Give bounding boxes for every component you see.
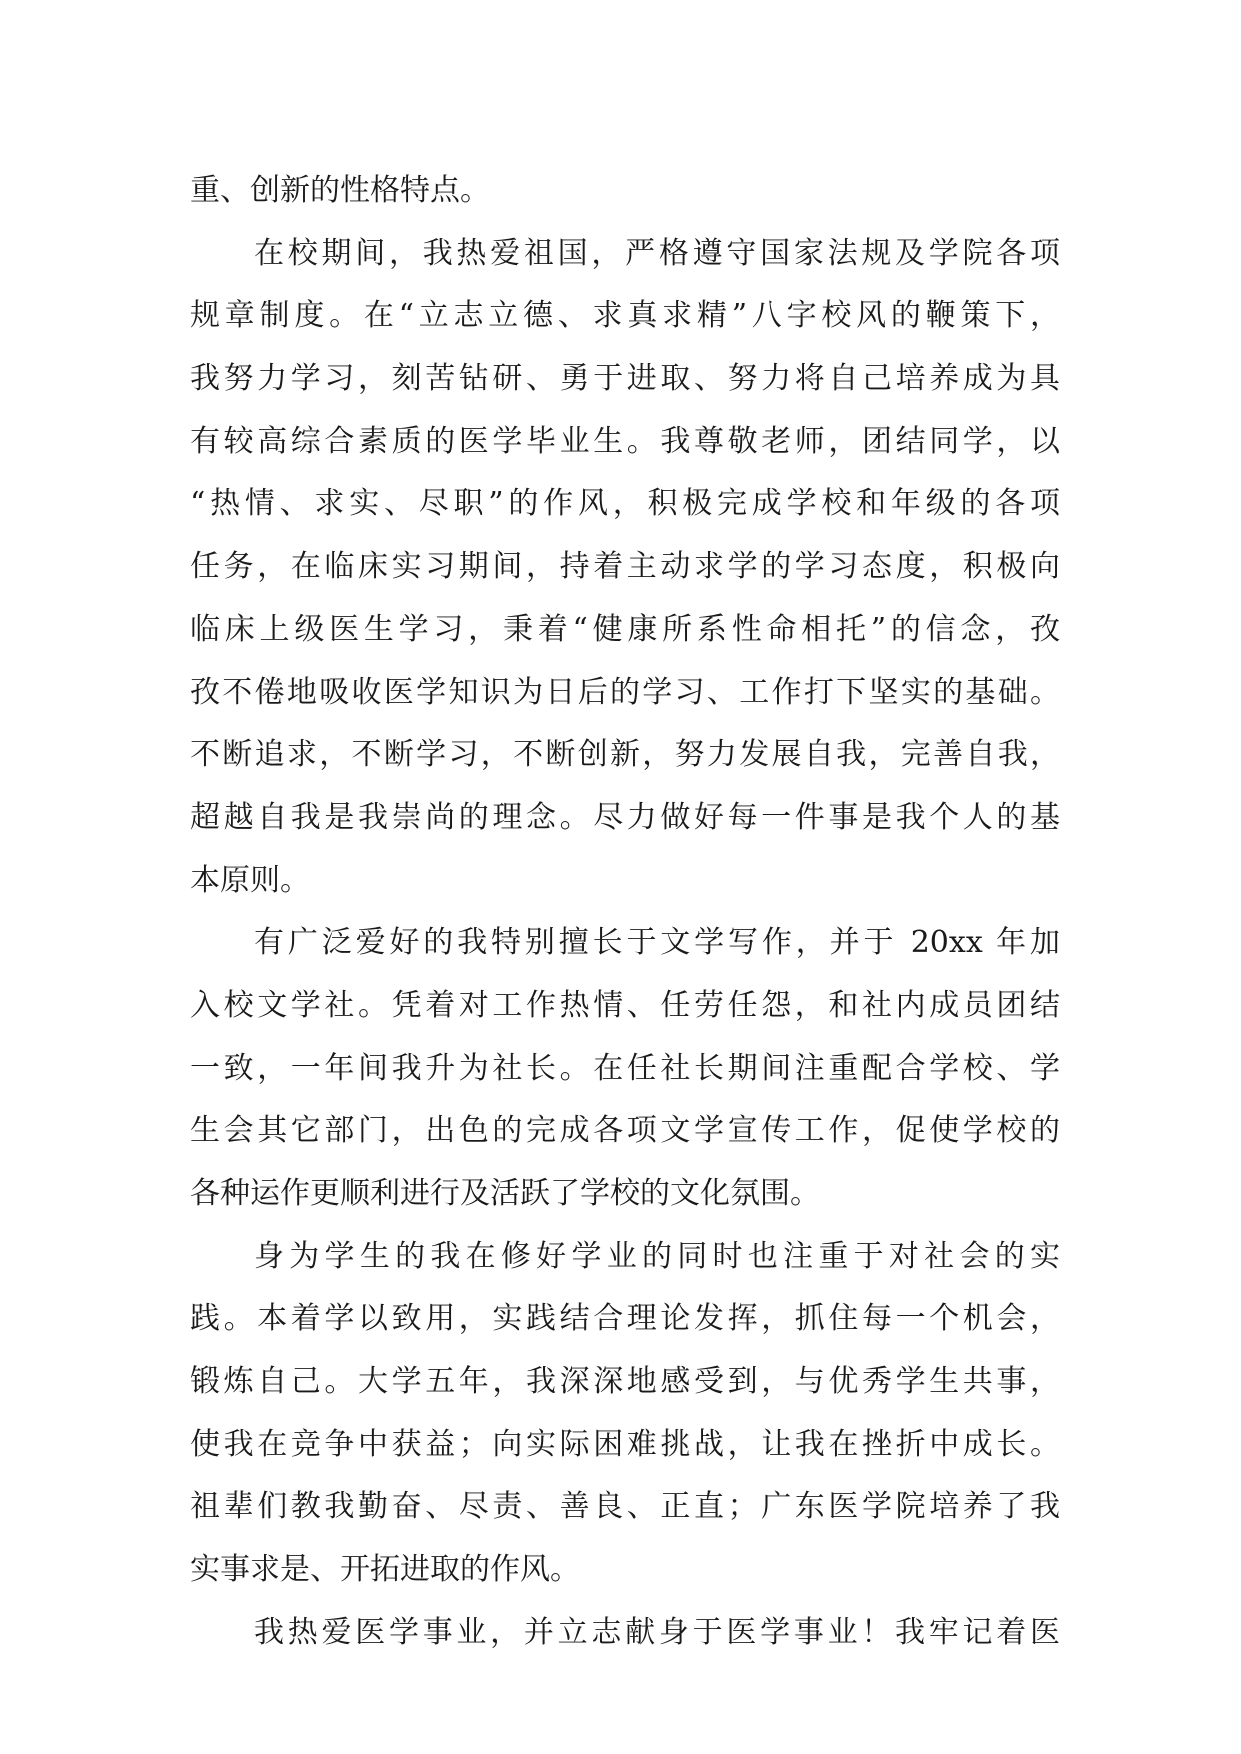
document-body — [190, 160, 1060, 1665]
text-line: 一致，一年间我升为社长。在任社长期间注重配合学校、学 — [190, 1050, 1060, 1086]
text-line: 重、创新的性格特点。 — [190, 173, 490, 208]
text-line: 祖辈们教我勤奋、尽责、善良、正直；广东医学院培养了我 — [190, 1489, 1060, 1525]
text-line: 规章制度。在“立志立德、求真求精”八字校风的鞭策下， — [190, 298, 1060, 334]
text-line: 生会其它部门，出色的完成各项文学宣传工作，促使学校的 — [190, 1113, 1060, 1149]
text-line: 有广泛爱好的我特别擅长于文学写作，并于 20xx 年加 — [254, 925, 1060, 961]
text-line: 实事求是、开拓进取的作风。 — [190, 1552, 580, 1588]
text-line: 不断追求，不断学习，不断创新，努力发展自我，完善自我， — [190, 737, 1060, 773]
text-line: 临床上级医生学习，秉着“健康所系性命相托”的信念，孜 — [190, 611, 1060, 647]
text-line: 入校文学社。凭着对工作热情、任劳任怨，和社内成员团结 — [190, 987, 1060, 1023]
text-line: 我努力学习，刻苦钻研、勇于进取、努力将自己培养成为具 — [190, 361, 1060, 397]
text-line: 践。本着学以致用，实践结合理论发挥，抓住每一个机会， — [190, 1301, 1060, 1337]
text-line: 有较高综合素质的医学毕业生。我尊敬老师，团结同学，以 — [190, 423, 1060, 459]
text-line: 任务，在临床实习期间，持着主动求学的学习态度，积极向 — [190, 549, 1060, 585]
text-line: 锻炼自己。大学五年，我深深地感受到，与优秀学生共事， — [190, 1364, 1060, 1400]
text-line: 我热爱医学事业，并立志献身于医学事业！我牢记着医 — [254, 1614, 1060, 1650]
text-line: 身为学生的我在修好学业的同时也注重于对社会的实 — [254, 1238, 1060, 1274]
text-line: “热情、求实、尽职”的作风，积极完成学校和年级的各项 — [190, 486, 1060, 522]
text-line: 使我在竞争中获益；向实际困难挑战，让我在挫折中成长。 — [190, 1426, 1060, 1462]
text-line: 超越自我是我崇尚的理念。尽力做好每一件事是我个人的基 — [190, 799, 1060, 835]
text-line: 孜不倦地吸收医学知识为日后的学习、工作打下坚实的基础。 — [190, 674, 1060, 710]
text-line: 在校期间，我热爱祖国，严格遵守国家法规及学院各项 — [254, 235, 1060, 271]
text-line: 本原则。 — [190, 862, 310, 898]
text-line: 各种运作更顺利进行及活跃了学校的文化氛围。 — [190, 1176, 820, 1211]
